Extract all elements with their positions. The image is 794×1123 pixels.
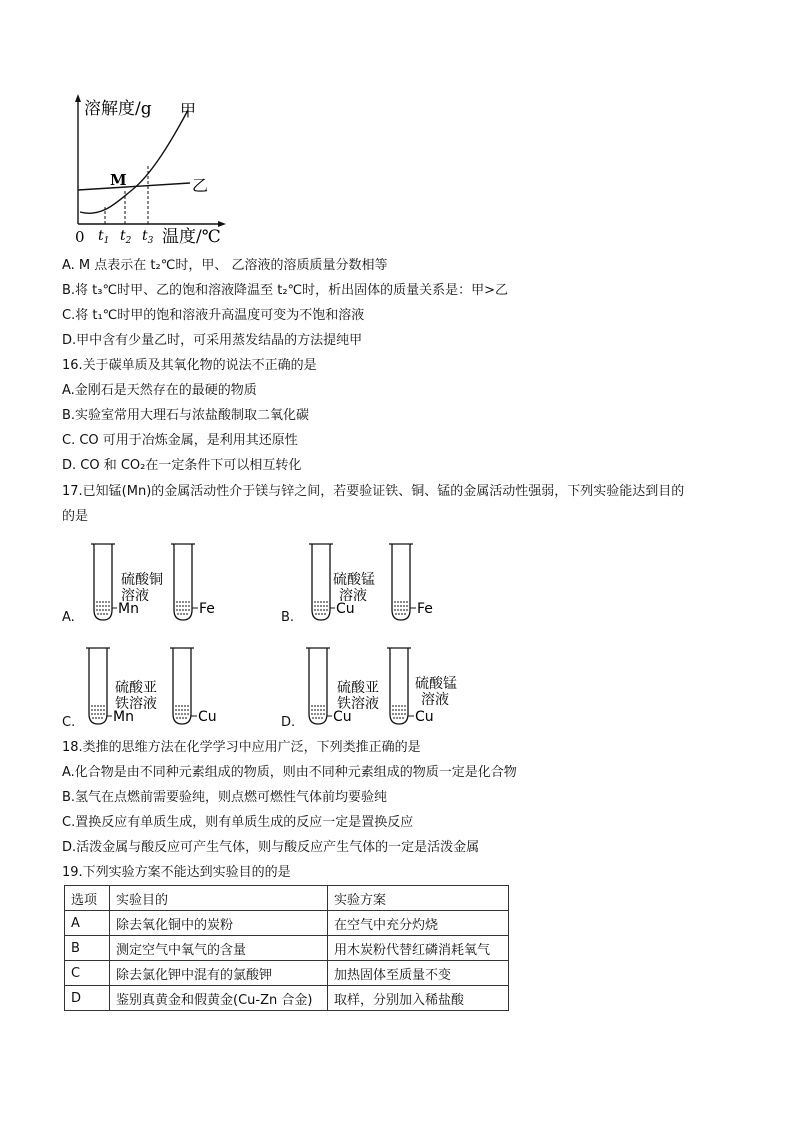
q17-option-d-figure bbox=[303, 644, 483, 734]
q15-option-d: D.甲中含有少量乙时，可采用蒸发结晶的方法提纯甲 bbox=[62, 333, 363, 348]
q18-stem: 18.类推的思维方法在化学学习中应用广泛，下列类推正确的是 bbox=[62, 740, 421, 755]
q17-option-d-letter: D. bbox=[281, 715, 296, 730]
row-option: C bbox=[65, 961, 110, 986]
metal-label-left: Mn bbox=[113, 709, 134, 725]
metal-label-left: Cu bbox=[336, 601, 355, 617]
table-row bbox=[65, 936, 509, 961]
row-method: 用木炭粉代替红磷消耗氧气 bbox=[328, 936, 509, 961]
origin-label: 0 bbox=[75, 228, 85, 246]
tick-t3: $t_3$ bbox=[142, 228, 154, 246]
q17-stem-line1: 17.已知锰(Mn)的金属活动性介于镁与锌之间，若要验证铁、铜、锰的金属活动性强弱，下列实验能达到目的 bbox=[62, 484, 685, 499]
row-purpose: 测定空气中氧气的含量 bbox=[110, 936, 328, 961]
q16-option-c: C. CO 可用于冶炼金属，是利用其还原性 bbox=[62, 433, 298, 448]
solution-label-2: 溶液 bbox=[121, 588, 149, 604]
y-axis-arrow bbox=[75, 94, 81, 102]
q18-option-d: D.活泼金属与酸反应可产生气体，则与酸反应产生气体的一定是活泼金属 bbox=[62, 840, 480, 855]
point-m-label: M bbox=[110, 171, 127, 189]
q15-option-c: C.将 t₁℃时甲的饱和溶液升高温度可变为不饱和溶液 bbox=[62, 308, 365, 323]
solution-label-3: 硫酸锰 bbox=[415, 676, 457, 692]
table-row bbox=[65, 986, 509, 1011]
row-purpose: 鉴别真黄金和假黄金(Cu-Zn 合金) bbox=[110, 986, 328, 1011]
row-purpose: 除去氧化铜中的炭粉 bbox=[110, 911, 328, 936]
metal-label-left: Cu bbox=[333, 709, 352, 725]
series-yi-label: 乙 bbox=[192, 176, 209, 195]
metal-label-left: Mn bbox=[118, 601, 139, 617]
q18-option-b: B.氢气在点燃前需要验纯，则点燃可燃性气体前均要验纯 bbox=[62, 790, 388, 805]
row-option: D bbox=[65, 986, 110, 1011]
q17-option-b-figure bbox=[303, 540, 463, 630]
metal-label-right: Cu bbox=[415, 709, 434, 725]
q18-option-c: C.置换反应有单质生成，则有单质生成的反应一定是置换反应 bbox=[62, 815, 414, 830]
row-method: 取样，分别加入稀盐酸 bbox=[328, 986, 509, 1011]
q15-option-a: A. M 点表示在 t₂℃时，甲、 乙溶液的溶质质量分数相等 bbox=[62, 258, 388, 273]
q16-option-a: A.金刚石是天然存在的最硬的物质 bbox=[62, 383, 257, 398]
q17-option-b-letter: B. bbox=[281, 610, 295, 625]
solution-label-2: 溶液 bbox=[339, 588, 367, 604]
x-axis-label: 温度/℃ bbox=[162, 227, 221, 247]
tube-right bbox=[392, 544, 410, 620]
tube-left bbox=[312, 544, 330, 620]
solution-label-1: 硫酸亚 bbox=[115, 680, 157, 696]
q17-option-a-letter: A. bbox=[62, 610, 75, 625]
tick-t2: $t_2$ bbox=[120, 228, 132, 246]
q17-option-c-figure bbox=[85, 644, 245, 734]
row-option: B bbox=[65, 936, 110, 961]
solution-label-1: 硫酸铜 bbox=[121, 572, 163, 588]
metal-label-right: Cu bbox=[198, 709, 217, 725]
series-jia-label: 甲 bbox=[180, 101, 197, 120]
q17-option-a-figure bbox=[85, 540, 245, 630]
tube-left bbox=[94, 544, 112, 620]
header-purpose: 实验目的 bbox=[110, 886, 328, 911]
q16-option-d: D. CO 和 CO₂在一定条件下可以相互转化 bbox=[62, 458, 302, 473]
header-method: 实验方案 bbox=[328, 886, 509, 911]
tube-left bbox=[309, 648, 327, 724]
q16-stem: 16.关于碳单质及其氧化物的说法不正确的是 bbox=[62, 358, 317, 373]
tube-left bbox=[89, 648, 107, 724]
tube-right bbox=[390, 648, 408, 724]
solution-label-1: 硫酸亚 bbox=[337, 680, 379, 696]
metal-label-right: Fe bbox=[199, 601, 215, 617]
tube-right bbox=[174, 544, 192, 620]
q17-stem-line2: 的是 bbox=[62, 509, 89, 524]
y-axis-label: 溶解度/g bbox=[84, 99, 152, 119]
metal-label-right: Fe bbox=[417, 601, 433, 617]
solution-label-4: 溶液 bbox=[421, 692, 449, 708]
q18-option-a: A.化合物是由不同种元素组成的物质，则由不同种元素组成的物质一定是化合物 bbox=[62, 765, 517, 780]
q15-option-b: B.将 t₃℃时甲、乙的饱和溶液降温至 t₂℃时，析出固体的质量关系是：甲>乙 bbox=[62, 283, 509, 298]
solution-label-1: 硫酸锰 bbox=[333, 572, 375, 588]
q19-stem: 19.下列实验方案不能达到实验目的的是 bbox=[62, 865, 291, 880]
row-purpose: 除去氯化钾中混有的氯酸钾 bbox=[110, 961, 328, 986]
table-header-row bbox=[65, 886, 509, 911]
solubility-graph bbox=[62, 94, 242, 254]
tube-right bbox=[173, 648, 191, 724]
solution-label-2: 铁溶液 bbox=[115, 696, 157, 712]
q16-option-b: B.实验室常用大理石与浓盐酸制取二氧化碳 bbox=[62, 408, 310, 423]
q17-option-c-letter: C. bbox=[62, 715, 76, 730]
row-method: 加热固体至质量不变 bbox=[328, 961, 509, 986]
row-method: 在空气中充分灼烧 bbox=[328, 911, 509, 936]
table-row bbox=[65, 911, 509, 936]
q19-table bbox=[64, 885, 509, 1011]
row-option: A bbox=[65, 911, 110, 936]
tick-t1: $t_1$ bbox=[98, 228, 110, 246]
curve-jia bbox=[80, 110, 188, 213]
header-option: 选项 bbox=[65, 886, 110, 911]
table-row bbox=[65, 961, 509, 986]
solution-label-2: 铁溶液 bbox=[337, 696, 379, 712]
